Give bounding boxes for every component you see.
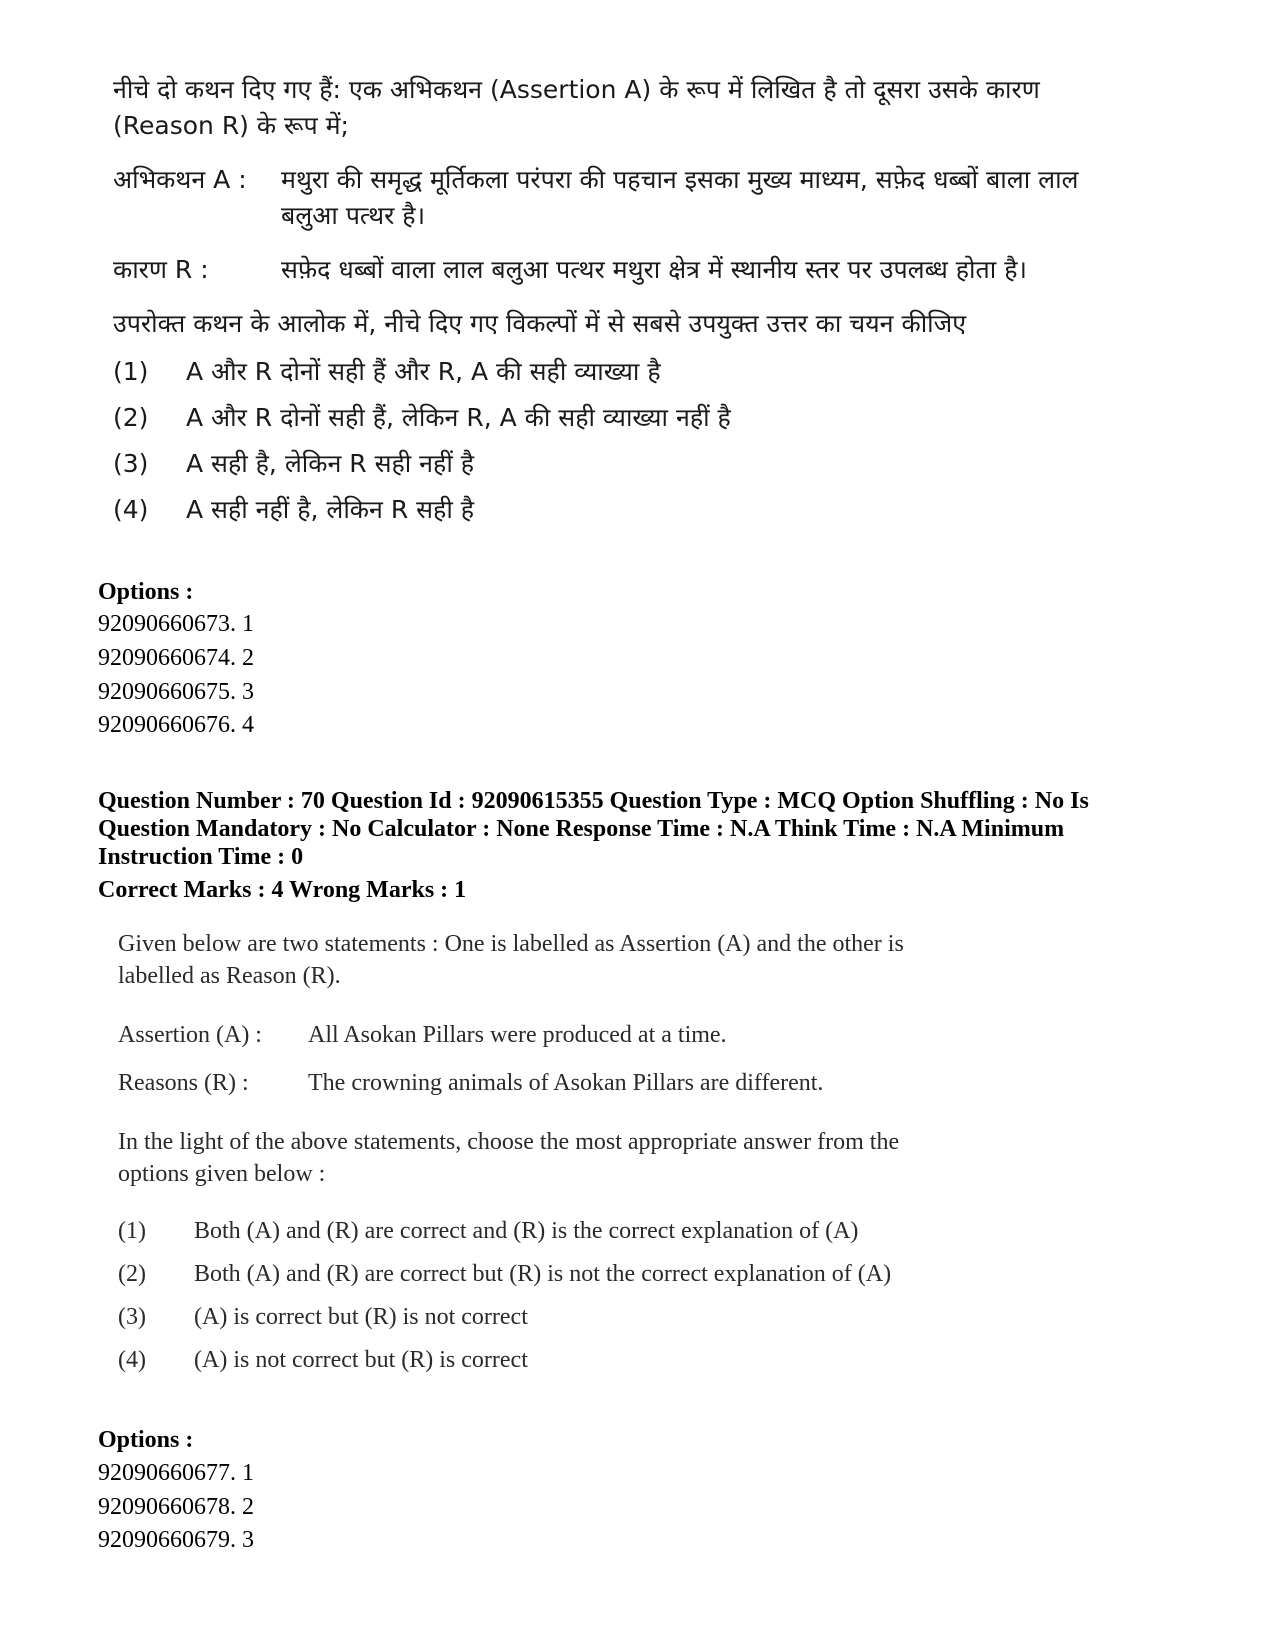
english-choice-4 — [118, 1339, 1108, 1382]
hindi-assertion-label: अभिकथन A : — [113, 165, 247, 194]
hindi-assertion-line-2: बलुआ पत्थर है। — [281, 201, 426, 230]
hindi-intro-line-1: नीचे दो कथन दिए गए हैं: एक अभिकथन (Assertion A) के रूप में लिखित है तो दूसरा उसके कारण — [113, 75, 1040, 104]
choice-text: A और R दोनों सही हैं, लेकिन R, A की सही व्याख्या नहीं है — [186, 403, 731, 432]
hindi-choice-2 — [113, 394, 1133, 440]
option-id-line: 92090660679. 3 — [98, 1527, 254, 1553]
english-assertion-row — [118, 1019, 1108, 1051]
english-intro-line-2: labelled as Reason (R). — [118, 963, 341, 989]
choice-number: (2) — [113, 402, 149, 432]
choice-text: A और R दोनों सही हैं और R, A की सही व्याख्या है — [186, 357, 661, 386]
english-assertion-label: Assertion (A) : — [118, 1022, 262, 1048]
metadata-line-1: Question Number : 70 Question Id : 92090615355 Question Type : MCQ Option Shuffling : No Is — [98, 788, 1089, 814]
english-instruction-line-1: In the light of the above statements, choose the most appropriate answer from the — [118, 1129, 900, 1155]
choice-number: (1) — [113, 356, 149, 386]
choice-number: (3) — [113, 448, 149, 478]
question-70-metadata — [98, 787, 1178, 904]
choice-number: (1) — [118, 1218, 146, 1244]
choice-number: (4) — [113, 494, 149, 524]
option-id-line: 92090660676. 4 — [98, 712, 254, 738]
hindi-reason-text: सफ़ेद धब्बों वाला लाल बलुआ पत्थर मथुरा क्षेत्र में स्थानीय स्तर पर उपलब्ध होता है। — [281, 255, 1027, 284]
choice-text: (A) is not correct but (R) is correct — [194, 1347, 528, 1373]
hindi-choice-4 — [113, 486, 1133, 532]
english-choice-list — [118, 1210, 1108, 1382]
metadata-line-2: Question Mandatory : No Calculator : None Response Time : N.A Think Time : N.A Minimum — [98, 816, 1065, 842]
hindi-choice-list — [113, 348, 1133, 532]
english-reason-text: The crowning animals of Asokan Pillars are different. — [308, 1070, 824, 1096]
question-69-hindi-block — [113, 72, 1133, 532]
choice-text: (A) is correct but (R) is not correct — [194, 1304, 528, 1330]
english-reason-row — [118, 1067, 1108, 1099]
hindi-instruction: उपरोक्त कथन के आलोक में, नीचे दिए गए विकल्पों में से सबसे उपयुक्त उत्तर का चयन कीजिए — [113, 309, 967, 338]
english-choice-3 — [118, 1296, 1108, 1339]
hindi-reason-label: कारण R : — [113, 255, 209, 284]
option-id-line: 92090660678. 2 — [98, 1494, 254, 1520]
option-id-line: 92090660674. 2 — [98, 645, 254, 671]
options-heading: Options : — [98, 579, 194, 605]
choice-text: Both (A) and (R) are correct but (R) is not the correct explanation of (A) — [194, 1261, 892, 1287]
hindi-assertion-row — [113, 162, 1133, 234]
hindi-reason-row — [113, 252, 1133, 288]
choice-number: (3) — [118, 1304, 146, 1330]
english-choice-1 — [118, 1210, 1108, 1253]
option-id-line: 92090660675. 3 — [98, 679, 254, 705]
hindi-choice-3 — [113, 440, 1133, 486]
hindi-intro-line-2: (Reason R) के रूप में; — [113, 111, 349, 140]
metadata-line-3: Instruction Time : 0 — [98, 844, 304, 870]
english-choice-2 — [118, 1253, 1108, 1296]
question-70-english-block — [118, 928, 1108, 1382]
english-instruction-line-2: options given below : — [118, 1161, 326, 1187]
choice-number: (2) — [118, 1261, 146, 1287]
marks-line: Correct Marks : 4 Wrong Marks : 1 — [98, 877, 467, 903]
english-intro-line-1: Given below are two statements : One is labelled as Assertion (A) and the other is — [118, 931, 904, 957]
choice-text: A सही नहीं है, लेकिन R सही है — [186, 495, 475, 524]
choice-text: A सही है, लेकिन R सही नहीं है — [186, 449, 475, 478]
hindi-choice-1 — [113, 348, 1133, 394]
option-id-line: 92090660677. 1 — [98, 1460, 254, 1486]
hindi-assertion-line-1: मथुरा की समृद्ध मूर्तिकला परंपरा की पहचान इसका मुख्य माध्यम, सफ़ेद धब्बों बाला लाल — [281, 165, 1079, 194]
english-reason-label: Reasons (R) : — [118, 1070, 249, 1096]
option-id-line: 92090660673. 1 — [98, 611, 254, 637]
english-assertion-text: All Asokan Pillars were produced at a time. — [308, 1022, 727, 1048]
hindi-assertion-text — [281, 162, 1133, 234]
choice-number: (4) — [118, 1347, 146, 1373]
choice-text: Both (A) and (R) are correct and (R) is the correct explanation of (A) — [194, 1218, 859, 1244]
options-heading: Options : — [98, 1427, 194, 1453]
